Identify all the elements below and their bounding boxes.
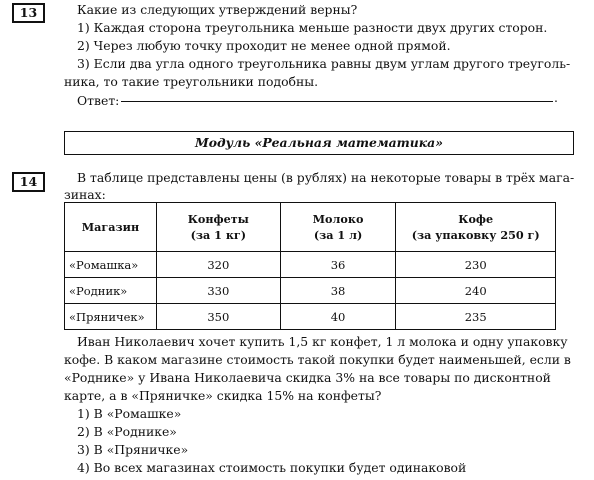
table-row [65,252,556,278]
task-13-number: 13 [12,3,45,23]
answer-label: Ответ: [77,93,120,108]
cell-shop: «Ромашка» [65,252,157,278]
task-13-statement-1: 1) Каждая сторона треугольника меньше разности двух других сторон. [77,20,548,35]
cell-candy-price: 350 [156,304,280,330]
header-coffee [396,203,556,252]
table-row [65,304,556,330]
task-13-statement-3-cont: ника, то такие треугольники подобны. [64,74,319,89]
header-coffee-unit: (за упаковку 250 г) [411,228,540,242]
cell-shop: «Пряничек» [65,304,157,330]
option-4[interactable]: 4) Во всех магазинах стоимость покупки будет одинаковой [77,460,467,475]
option-3[interactable]: 3) В «Пряничке» [77,442,189,457]
cell-milk-price: 38 [280,278,396,304]
cell-coffee-price: 235 [396,304,556,330]
module-title: Модуль «Реальная математика» [64,131,574,155]
answer-line[interactable] [121,100,553,102]
cell-coffee-price: 240 [396,278,556,304]
problem-line-1: Иван Николаевич хочет купить 1,5 кг конфет, 1 л молока и одну упаковку [77,334,568,349]
cell-candy-price: 320 [156,252,280,278]
cell-candy-price: 330 [156,278,280,304]
task-14-intro-line-1: В таблице представлены цены (в рублях) на некоторые товары в трёх мага- [77,170,575,185]
header-candy [156,203,280,252]
cell-milk-price: 40 [280,304,396,330]
header-shop-label: Магазин [81,220,140,234]
cell-coffee-price: 230 [396,252,556,278]
header-coffee-label: Кофе [458,212,494,226]
header-milk [280,203,396,252]
task-13-statement-2: 2) Через любую точку проходит не менее одной прямой. [77,38,451,53]
option-1[interactable]: 1) В «Ромашке» [77,406,182,421]
header-candy-label: Конфеты [187,212,249,226]
price-table [64,202,556,330]
header-candy-unit: (за 1 кг) [190,228,247,242]
header-shop [65,203,157,252]
table-header-row [65,203,556,252]
cell-shop: «Родник» [65,278,157,304]
task-13-statement-3: 3) Если два угла одного треугольника равны двум углам другого треуголь- [77,56,571,71]
task-14-intro-line-2: зинах: [64,187,106,202]
problem-line-2: кофе. В каком магазине стоимость такой покупки будет наименьшей, если в [64,352,571,367]
header-milk-unit: (за 1 л) [313,228,363,242]
task-13-question: Какие из следующих утверждений верны? [77,2,358,17]
answer-end-dot: . [554,90,558,105]
header-milk-label: Молоко [312,212,364,226]
table-row [65,278,556,304]
option-2[interactable]: 2) В «Роднике» [77,424,177,439]
cell-milk-price: 36 [280,252,396,278]
problem-line-3: «Роднике» у Ивана Николаевича скидка 3% на все товары по дисконтной [64,370,551,385]
task-14-number: 14 [12,172,45,192]
problem-line-4: карте, а в «Пряничке» скидка 15% на конфеты? [64,388,382,403]
